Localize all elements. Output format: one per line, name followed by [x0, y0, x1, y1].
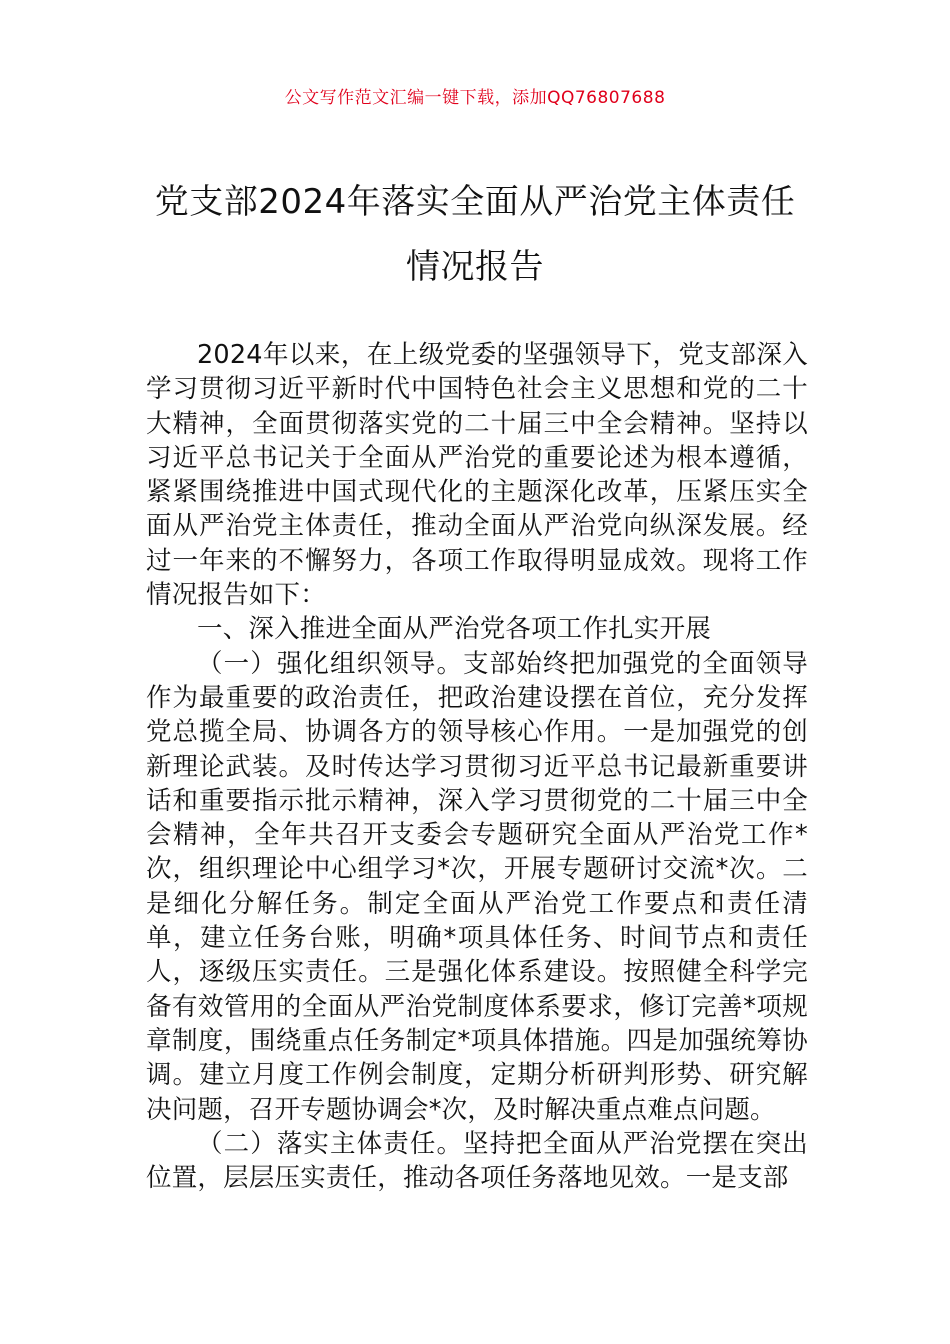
document-title-line-2: 情况报告: [406, 247, 544, 287]
body-paragraph: （二）落实主体责任。坚持把全面从严治党摆在突出位置，层层压实责任，推动各项任务落地见效。一是支部: [146, 1128, 808, 1194]
intro-paragraph: 2024年以来，在上级党委的坚强领导下，党支部深入学习贯彻习近平新时代中国特色社会主义思想和党的二十大精神，全面贯彻落实党的二十届三中全会精神。坚持以习近平总书记关于全面从严治党的重要论述为根本遵循，紧紧围绕推进中国式现代化的主题深化改革，压紧压实全面从严治党主体责任，推动全面从严治党向纵深发展。经过一年来的不懈努力，各项工作取得明显成效。现将工作情况报告如下：: [146, 340, 808, 611]
document-title-line-1: 党支部2024年落实全面从严治党主体责任: [154, 182, 796, 222]
download-notice[interactable]: 公文写作范文汇编一键下载，添加QQ76807688: [284, 88, 666, 108]
document-body: [146, 338, 808, 1195]
body-paragraph: （一）强化组织领导。支部始终把加强党的全面领导作为最重要的政治责任，把政治建设摆在首位，充分发挥党总揽全局、协调各方的领导核心作用。一是加强党的创新理论武装。及时传达学习贯彻习近平总书记最新重要讲话和重要指示批示精神，深入学习贯彻党的二十届三中全会精神，全年共召开支委会专题研究全面从严治党工作*次，组织理论中心组学习*次，开展专题研讨交流*次。二是细化分解任务。制定全面从严治党工作要点和责任清单，建立任务台账，明确*项具体任务、时间节点和责任人，逐级压实责任。三是强化体系建设。按照健全科学完备有效管用的全面从严治党制度体系要求，修订完善*项规章制度，围绕重点任务制定*项具体措施。四是加强统筹协调。建立月度工作例会制度，定期分析研判形势、研究解决问题，召开专题协调会*次，及时解决重点难点问题。: [146, 648, 808, 1125]
section-heading: 一、深入推进全面从严治党各项工作扎实开展: [197, 614, 712, 645]
